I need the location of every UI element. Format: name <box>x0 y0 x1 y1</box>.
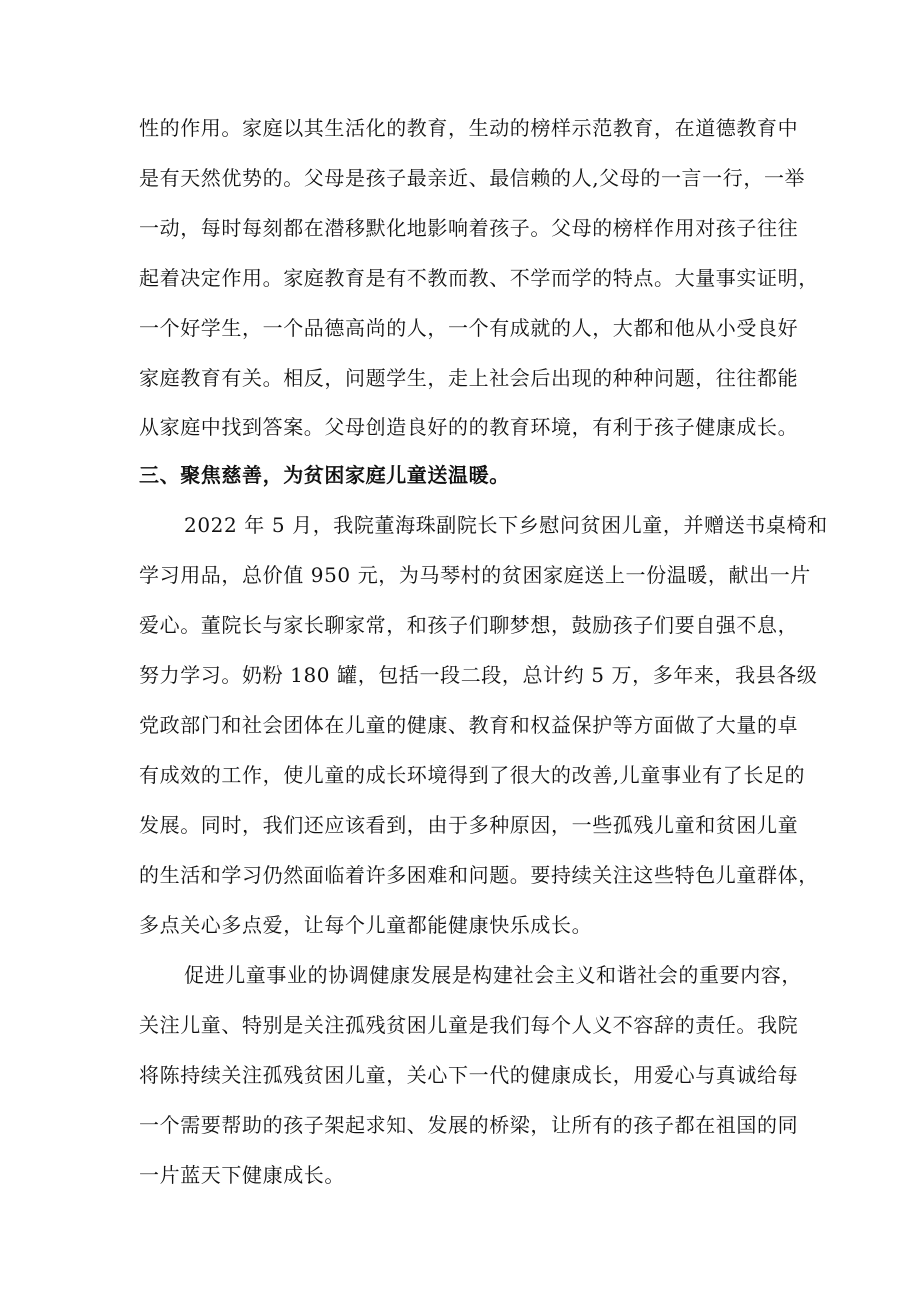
paragraph-line: 2022 年 5 月，我院董海珠副院长下乡慰问贫困儿童，并赠送书桌椅和 <box>184 513 828 537</box>
paragraph-line: 关注儿童、特别是关注孤残贫困儿童是我们每个人义不容辞的责任。我院 <box>139 1013 799 1037</box>
paragraph-line: 努力学习。奶粉 180 罐，包括一段二段，总计约 5 万，多年来，我县各级 <box>139 663 818 687</box>
paragraph-line: 家庭教育有关。相反，问题学生，走上社会后出现的种种问题，往往都能 <box>139 366 799 390</box>
paragraph-line: 一片蓝天下健康成长。 <box>139 1163 345 1187</box>
paragraph-line: 一动，每时每刻都在潜移默化地影响着孩子。父母的榜样作用对孩子往往 <box>139 216 799 240</box>
paragraph-line: 起着决定作用。家庭教育是有不教而教、不学而学的特点。大量事实证明， <box>139 266 819 290</box>
section-heading: 三、聚焦慈善，为贫困家庭儿童送温暖。 <box>139 463 510 487</box>
paragraph-line: 学习用品，总价值 950 元，为马琴村的贫困家庭送上一份温暖，献出一片 <box>139 563 811 587</box>
paragraph-line: 有成效的工作，使儿童的成长环境得到了很大的改善,儿童事业有了长足的 <box>139 763 806 787</box>
paragraph-line: 将陈持续关注孤残贫困儿童，关心下一代的健康成长，用爱心与真诚给每 <box>139 1063 799 1087</box>
paragraph-line: 多点关心多点爱，让每个儿童都能健康快乐成长。 <box>139 913 593 937</box>
paragraph-line: 性的作用。家庭以其生活化的教育，生动的榜样示范教育，在道德教育中 <box>139 116 799 140</box>
paragraph-line: 爱心。董院长与家长聊家常，和孩子们聊梦想，鼓励孩子们要自强不息， <box>139 613 799 637</box>
paragraph-line: 从家庭中找到答案。父母创造良好的的教育环境，有利于孩子健康成长。 <box>139 415 799 439</box>
paragraph-line: 的生活和学习仍然面临着许多困难和问题。要持续关注这些特色儿童群体， <box>139 863 819 887</box>
paragraph-line: 一个好学生，一个品德高尚的人，一个有成就的人，大都和他从小受良好 <box>139 316 799 340</box>
paragraph-line: 一个需要帮助的孩子架起求知、发展的桥梁，让所有的孩子都在祖国的同 <box>139 1113 799 1137</box>
paragraph-line: 促进儿童事业的协调健康发展是构建社会主义和谐社会的重要内容， <box>184 963 802 987</box>
paragraph-line: 是有天然优势的。父母是孩子最亲近、最信赖的人,父母的一言一行，一举 <box>139 166 806 190</box>
paragraph-line: 发展。同时，我们还应该看到，由于多种原因，一些孤残儿童和贫困儿童 <box>139 813 799 837</box>
paragraph-line: 党政部门和社会团体在儿童的健康、教育和权益保护等方面做了大量的卓 <box>139 713 799 737</box>
